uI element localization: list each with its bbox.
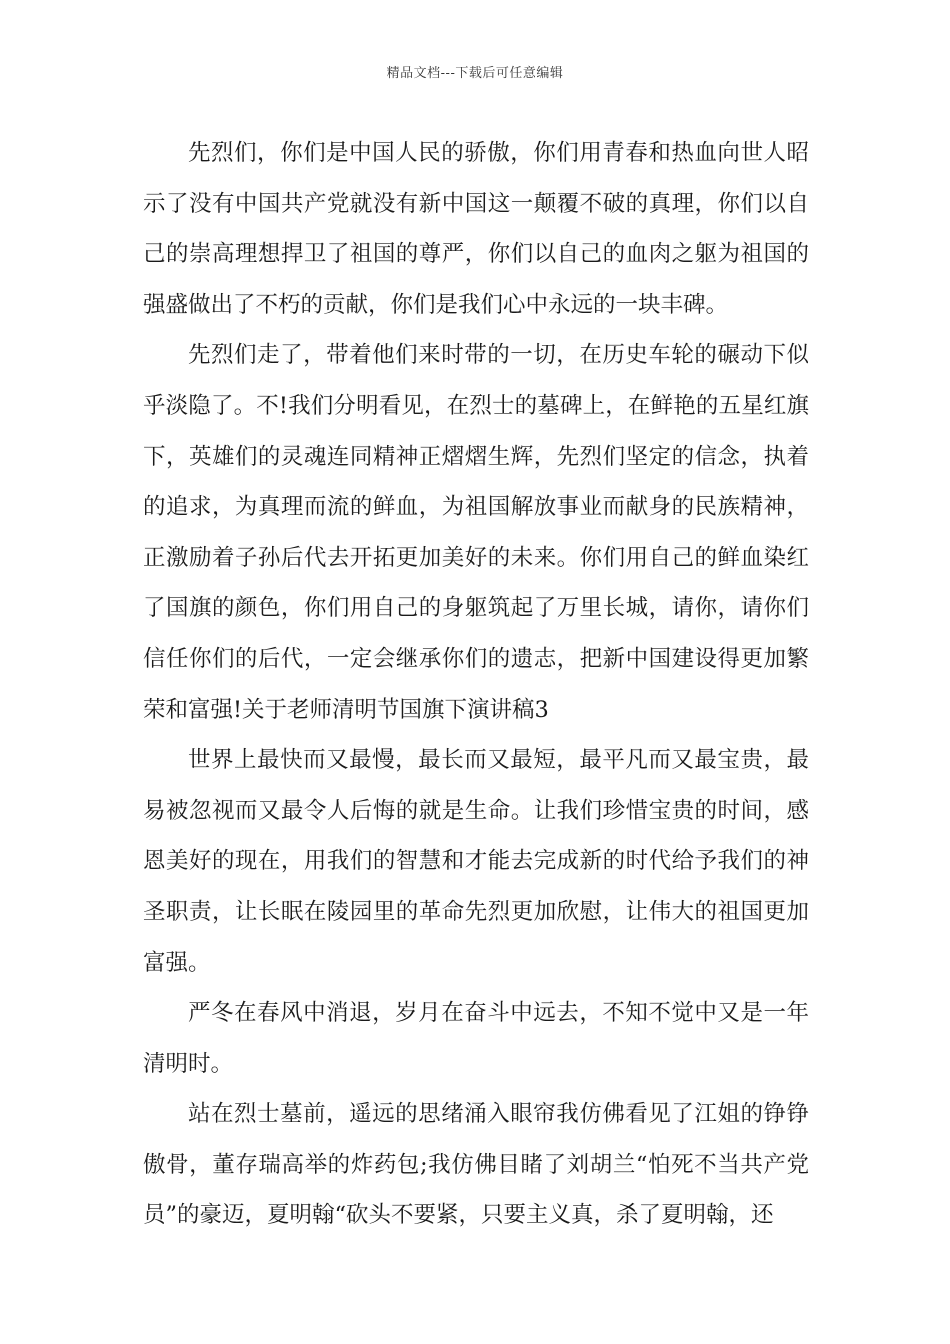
paragraph-4: 严冬在春风中消退，岁月在奋斗中远去，不知不觉中又是一年清明时。 — [143, 1000, 809, 1077]
document-body — [143, 128, 809, 1241]
paragraph-5: 站在烈士墓前，遥远的思绪涌入眼帘我仿佛看见了江姐的铮铮傲骨，董存瑞高举的炸药包;我仿佛目睹了刘胡兰“怕死不当共产党员”的豪迈，夏明翰“砍头不要紧，只要主义真，杀了夏明翰，还 — [143, 1101, 809, 1229]
paragraph-3: 世界上最快而又最慢，最长而又最短，最平凡而又最宝贵，最易被忽视而又最令人后悔的就是生命。让我们珍惜宝贵的时间，感恩美好的现在，用我们的智慧和才能去完成新的时代给予我们的神圣职责，让长眠在陵园里的革命先烈更加欣慰，让伟大的祖国更加富强。 — [143, 747, 809, 976]
page-header: 精品文档---下载后可任意编辑 — [386, 66, 564, 81]
paragraph-1: 先烈们，你们是中国人民的骄傲，你们用青春和热血向世人昭示了没有中国共产党就没有新中国这一颠覆不破的真理，你们以自己的崇高理想捍卫了祖国的尊严，你们以自己的血肉之躯为祖国的强盛做出了不朽的贡献，你们是我们心中永远的一块丰碑。 — [143, 140, 809, 318]
paragraph-2: 先烈们走了，带着他们来时带的一切，在历史车轮的碾动下似乎淡隐了。不!我们分明看见，在烈士的墓碑上，在鲜艳的五星红旗下，英雄们的灵魂连同精神正熠熠生辉，先烈们坚定的信念，执着的追求，为真理而流的鲜血，为祖国解放事业而献身的民族精神，正激励着子孙后代去开拓更加美好的未来。你们用自己的鲜血染红了国旗的颜色，你们用自己的身躯筑起了万里长城，请你，请你们信任你们的后代，一定会继承你们的遗志，把新中国建设得更加繁荣和富强!关于老师清明节国旗下演讲稿3 — [143, 342, 809, 723]
